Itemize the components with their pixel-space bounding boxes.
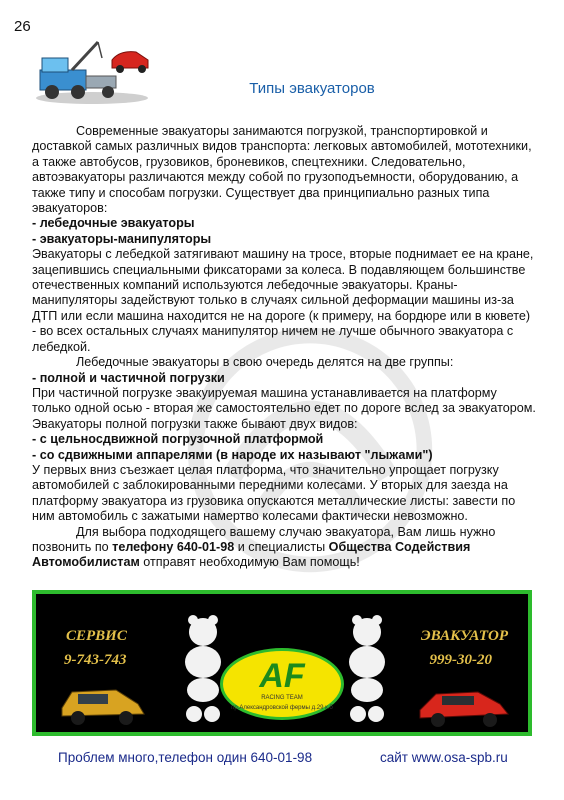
paragraph-winch: Эвакуаторы с лебедкой затягивают машину на тросе, вторые поднимает ее на кране, зацепившись специальными фиксаторами за колеса. В подавляющем большинстве отечественных компаний используются лебедочные эвакуаторы. Краны-манипуляторы задействуют только в случаях сильной деформации машины из-за ДТП или если машина находится не на дороге (к примеру, на бордюре или в кювете) - во всех остальных случаях манипулятор ничем не лучше обычного эвакуатора с лебедкой. bbox=[32, 247, 534, 354]
list-item: - со сдвижными аппарелями (в народе их называют "лыжами") bbox=[32, 447, 433, 462]
page-number: 26 bbox=[14, 18, 31, 35]
list-item: - с цельносдвижной погрузочной платформой bbox=[32, 432, 324, 447]
footer-phone-text: Проблем много,телефон один 640-01-98 bbox=[58, 750, 313, 765]
paragraph-groups: Лебедочные эвакуаторы в свою очередь делятся на две группы: bbox=[76, 355, 454, 370]
paragraph-partial: При частичной погрузке эвакуируемая машина устанавливается на платформу только одной осью - вторая же самостоятельно едет по дороге вслед за эвакуатором. bbox=[32, 385, 536, 416]
logo-subtitle: RACING TEAM bbox=[261, 695, 303, 701]
af-racing-logo bbox=[220, 648, 344, 720]
logo-address: пр.Александровской фермы д.29 к.б bbox=[231, 705, 333, 711]
list-item: - полной и частичной погрузки bbox=[32, 370, 225, 385]
list-item: - лебедочные эвакуаторы bbox=[32, 216, 195, 231]
logo-text: AF bbox=[259, 657, 305, 695]
banner-tow-label: ЭВАКУАТОР bbox=[420, 628, 508, 644]
footer-website-text: сайт www.osa-spb.ru bbox=[380, 750, 508, 765]
banner-service-phone: 9-743-743 bbox=[64, 652, 127, 668]
paragraph-comparison: У первых вниз съезжает целая платформа, что значительно упрощает погрузку автомобилей с заблокированными передними колесами. У вторых для заезда на платформу эвакуатора из грузовика опускаются металлические листы: завести по ним автомобиль с зажатыми намертво колесами фактически невозможно. bbox=[32, 462, 516, 524]
article-body bbox=[32, 124, 536, 571]
banner-tow-phone: 999-30-20 bbox=[429, 652, 492, 668]
advertising-banner bbox=[32, 590, 532, 736]
sedan-car-image bbox=[414, 680, 514, 730]
rally-car-image bbox=[58, 678, 148, 728]
mascot-figure-icon bbox=[342, 614, 392, 724]
phone-text: телефону 640-01-98 bbox=[112, 539, 235, 554]
paragraph-full: Эвакуаторы полной погрузки также бывают двух видов: bbox=[32, 416, 358, 431]
list-item: - эвакуаторы-манипуляторы bbox=[32, 231, 212, 246]
organization-name: Общества Содействия Автомобилистам bbox=[32, 539, 471, 570]
page-title: Типы эвакуаторов bbox=[249, 80, 375, 97]
paragraph-intro: Современные эвакуаторы занимаются погрузкой, транспортировкой и доставкой самых различных видов транспорта: легковых автомобилей, мототехники, а также автобусов, грузовиков, броневиков, спецтехники. Следовательно, автоэвакуаторы различаются между собой по грузоподъемности, оборудованию, а также типу и способам погрузки. Существует два принципиально разных типа эвакуаторов: bbox=[32, 124, 532, 216]
mascot-figure-icon bbox=[178, 614, 228, 724]
banner-service-label: СЕРВИС bbox=[66, 628, 127, 644]
paragraph-contact: Для выбора подходящего вашему случаю эвакуатора, Вам лишь нужно позвонить по телефону 640-01-98 и специалисты Общества Содействия Автомобилистам отправят необходимую Вам помощь! bbox=[32, 524, 496, 570]
